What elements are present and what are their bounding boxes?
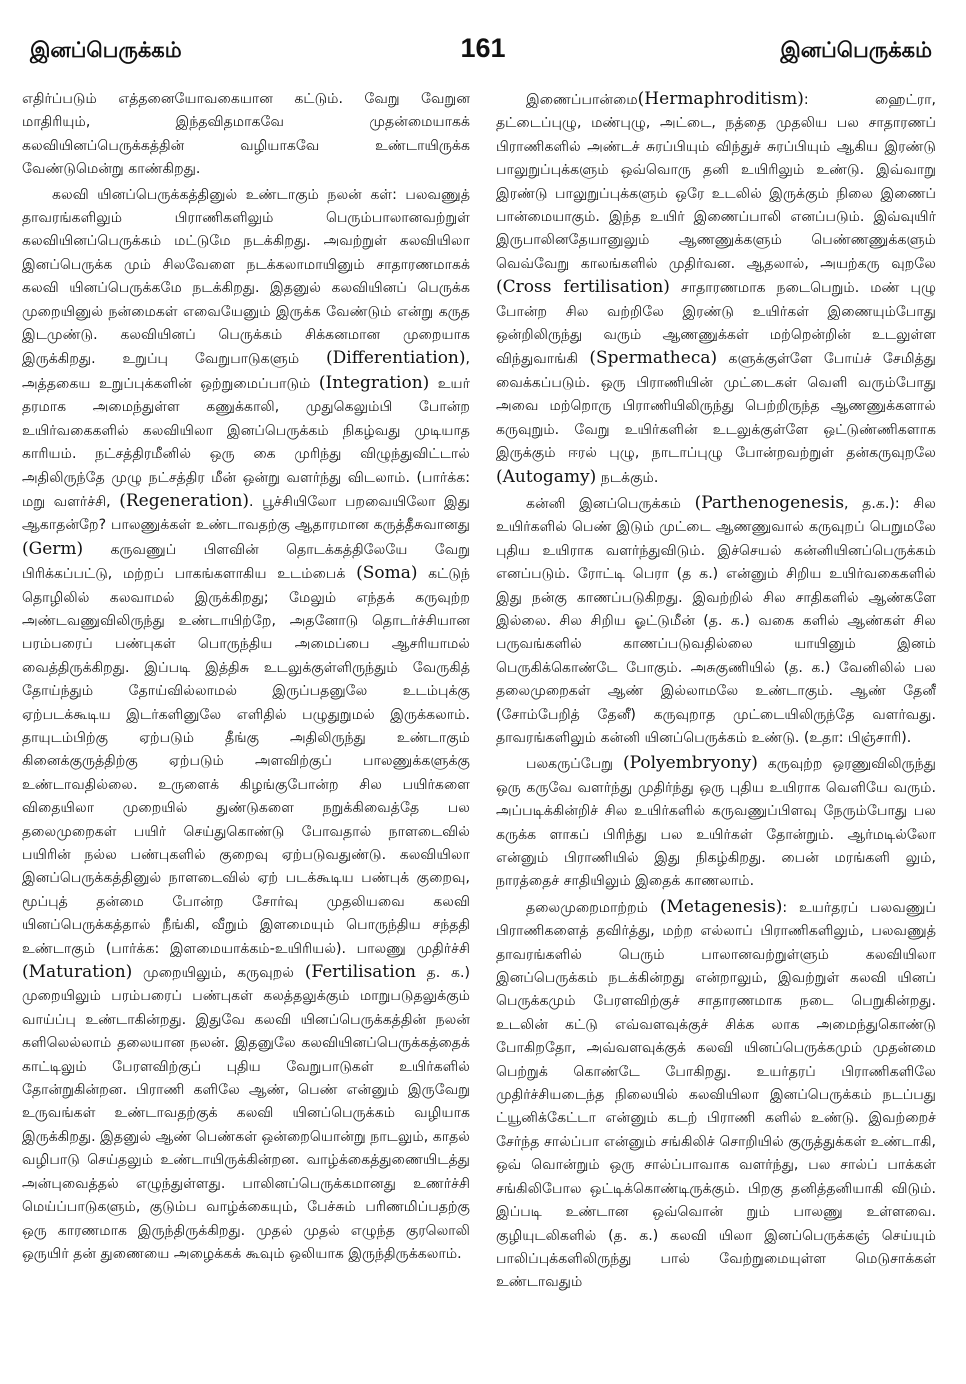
paragraph [22,88,470,182]
latin-term: (Maturation) [22,962,133,983]
running-title-left: இனப்பெருக்கம் [30,38,182,62]
text-run: உயர் தரமாக அமைந்துள்ள கணுக்காலி, முதுகெலும்பி போன்ற உயிர்வகைகளில் கலவியிலா இனப்பெருக்கம் நிகழ்வது முடியாத காரியம். நட்சத்திரமீனில் ஒரு கை முரிந்து விழுந்துவிட்டால் அதிலிருந்தே முழு நட்சத்திர மீன் ஒன்று வளர்ந்து விடலாம். (பார்க்க: மறு வளர்ச்சி, [22,375,470,510]
text-run: களுக்குள்ளே போய்ச் சேமித்து வைக்கப்படும். ஒரு பிராணியின் முட்டைகள் வெளி வரும்போது அவை மற்றொரு பிராணியிலிருந்து பெற்றிருந்த ஆணணுக்களால் கருவுறும். வேறு உயிர்களின் உடலுக்குள்ளே ஒட்டுண்ணிகளாக இருக்கும் ஈரல் புழு, நாடாப்புழு போன்றவற்றுள் தன்கருவுறலே [496,351,936,462]
paragraph [496,88,936,490]
latin-term: (Metagenesis) [659,896,783,917]
text-run: நடக்கும். [596,469,659,486]
latin-term: (Cross fertilisation) [496,277,670,298]
text-run: : ஹைட்ரா, தட்டைப்புழு, மண்புழு, அட்டை, நத்தை முதலிய பல சாதாரணப் பிராணிகளில் அண்டச் சுரப்பியும் விந்துச் சுரப்பியும் ஆகிய இரண்டு பாலுறுப்புக்களும் ஒவ்வொரு தனி உயிரிலும் உண்டு. இவ்வாறு இரண்டு பாலுறுப்புக்களும் ஒரே உடலில் இருக்கும் நிலை இணைப் பான்மையாகும். இந்த உயிர் இணைப்பாலி எனப்படும். இவ்வுயிர் இருபாலினதேயானுலும் ஆணணுக்களும் பெண்ணணுக்களும் வெவ்வேறு காலங்களில் முதிர்வன. ஆதலால், அயற்கரு வுறலே [496,92,936,272]
text-run: கட்டுந் தொழிலில் கலவாமல் இருக்கிறது; மேலும் எந்தக் கருவுற்ற அண்டவணுவிலிருந்து உண்டாயிற்றே, அதனோடு தொடர்ச்சியான பரம்பரைப் பண்புகள் பொருந்திய அமைப்பை ஆசரியாமல் வைத்திருக்கிறது. இப்படி இத்திசு உடலுக்குள்ளிருந்தும் வேருகித் தோய்ந்தும் தோய்வில்லாமல் இருப்பதனுலே உடம்புக்கு ஏற்படக்கூடிய இடர்களினுலே எளிதில் பழுதுறுமல் இருக்கலாம். தாயுடம்பிற்கு ஏற்படும் தீங்கு அதிலிருந்து உண்டாகும் கினைக்குருத்திற்கு ஏற்படும் அளவிற்குப் பாலணுக்களுக்கு உண்டாவதில்லை. உருளைக் கிழங்குபோன்ற சில பயிர்களை விதையிலா முறையில் துண்டுகளை நறுக்கிவைத்தே பல தலைமுறைகள் பயிர் செய்துகொண்டு போவதால் நாளடைவில் பயிரின் நல்ல பண்புகளில் குறைவு ஏற்படுவதுண்டு. கலவியிலா இனப்பெருக்கத்தினுல் நாளடைவில் ஏற் படக்கூடிய பண்புக் குறைவு, மூப்புத் தன்மை போன்ற சோர்வு முதலியவை கலவி யினப்பெருக்கத்தால் நீங்கி, வீறும் இளமையும் பொருந்திய சந்ததி உண்டாகும் (பார்க்க: இளமையாக்கம்-உயிரியல்). பாலணு முதிர்ச்சி [22,566,470,957]
text-run: கருவணுப் பிளவின் தொடக்கத்திலேயே வேறு பிரிக்கப்பட்டு, மற்றப் பாகங்களாகிய உடம்பைக் [22,541,470,583]
text-run: இணைப்பான்மை [526,92,638,108]
text-run: கருவுற்ற ஒரணுவிலிருந்து ஒரு கருவே வளர்ந்து முதிர்ந்து ஒரு புதிய உயிராக வெளியே வரும். அப்படிக்கின்றிச் சில உயிர்களில் கருவணுப்பிளவு நேரும்போது பல கருக்க ளாகப் பிரிந்து பல உயிர்கள் தோன்றும். ஆர்மடில்லோ என்னும் பிராணியில் இது நிகழ்கிறது. பைன் மரங்களி லும், நாரத்தைச் சாதியிலும் இதைக் காணலாம். [496,756,936,890]
text-run: தலைமுறைமாற்றம் [526,899,660,916]
running-title-right: இனப்பெருக்கம் [780,38,932,62]
text-run: , அத்தகைய உறுப்புக்களின் ஒற்றுமைப்பாடும் [22,351,470,392]
text-run: த. க.) முறையிலும் பரம்பரைப் பண்புகள் கலத்தலுக்கும் மாறுபடுதலுக்கும் வாய்ப்பு உண்டாகின்றது. இதுவே கலவி யினப்பெருக்கத்தின் நலன் களிலெல்லாம் தலையான நலன். இதனுலே கலவியினப்பெருக்கத்தைக் காட்டிலும் பேரளவிற்குப் புதிய வேறுபாடுகள் உயிர்களில் தோன்றுகின்றன. பிராணி களிலே ஆண், பெண் என்னும் இருவேறு உருவங்கள் உண்டாவதற்குக் கலவி யினப்பெருக்கம் வழியாக இருக்கிறது. இதனுல் ஆண் பெண்கள் ஒன்றையொன்று நாடலும், காதல் வழிபாடு செய்தலும் உண்டாயிருக்கின்றன. வாழ்க்கைத்துணையிடத்து அன்புவைத்தல் எழுந்துள்ளது. பாலினப்பெருக்கமானது உணர்ச்சி மெய்ப்பாடுகளும், குடும்ப வாழ்க்கையும், பேச்சும் பரிணமிப்பதற்கு ஒரு காரணமாக இருந்திருக்கிறது. முதல் முதல் எழுந்த குரலொலி ஒருயிர் தன் துணையை அழைக்கக் கூவும் ஒலியாக இருந்திருக்கலாம். [22,965,470,1262]
right-text-column [496,88,936,1378]
latin-term: (Hermaphroditism) [637,89,804,109]
latin-term: (Differentiation) [326,348,466,369]
paragraph [496,896,936,1295]
paragraph [496,752,936,893]
latin-term: (Soma) [356,563,418,584]
page-header [0,0,966,80]
latin-term: (Regeneration) [119,490,250,511]
latin-term: (Autogamy) [496,466,597,487]
latin-term: (Polyembryony) [622,753,758,774]
text-run: முறையிலும், கருவுறல் [132,965,305,982]
page-number: 161 [460,33,506,63]
latin-term: (Spermatheca) [589,348,718,369]
paragraph [22,184,470,1267]
text-run: : உயர்தரப் பலவணுப் பிராணிகளைத் தவிர்த்து, மற்ற எல்லாப் பிராணிகளிலும், பலவணுத் தாவரங்களில் பெரும் பாலானவற்றுள்ளும் கலவியிலா இனப்பெருக்கம் நடக்கின்றது என்றாலும், இவற்றுள் கலவி யினப் பெருக்கமும் பேரளவிற்குச் சாதாரணமாக நடை பெறுகின்றது. உடலின் கட்டு எவ்வளவுக்குச் சிக்க லாக அமைந்துகொண்டு போகிறதோ, அவ்வளவுக்குக் கலவி யினப்பெருக்கமும் முதன்மை பெற்றுக் கொண்டே போகிறது. உயர்தரப் பிராணிகளிலே முதிர்ச்சியடைந்த நிலையில் கலவியிலா இனப்பெருக்கம் நடப்பது ட்யூனிக்கேட்டா என்னும் கடற் பிராணி களில் உண்டு. இவற்றைச் சேர்ந்த சால்ப்பா என்னும் சங்கிலிச் சொறியில் குருத்துக்கள் உண்டாகி, ஒவ் வொன்றும் ஒரு சால்ப்பாவாக வளர்ந்து, பல சால்ப் பாக்கள் சங்கிலிபோல ஒட்டிக்கொண்டிருக்கும். பிறகு தனித்தனியாகி விடும். இப்படி உண்டான ஒவ்வொன் றும் பாலணு உள்ளவை. குழியுடலிகளில் (த. க.) கலவி யிலா இனப்பெருக்கஞ் செய்யும் பாலிப்புக்களிலிருந்து பால் வேற்றுமையுள்ள மெடுசாக்கள் உண்டாவதும் [496,899,936,1291]
latin-term: (Fertilisation [304,962,416,983]
text-run: கன்னி இனப்பெருக்கம் [526,495,695,512]
text-run: . பூச்சியிலோ பறவையிலோ இது ஆகாதன்றே? பாலணுக்கள் உண்டாவதற்கு ஆதாரமான கருத்தீசுவானது [22,493,470,534]
text-run: கலவி யினப்பெருக்கத்தினுல் உண்டாகும் நலன் கள்: பலவணுத் தாவரங்களிலும் பிராணிகளிலும் பெரும்பாலானவற்றுள் கலவியினப்பெருக்கம் மட்டுமே நடக்கிறது. அவற்றுள் கலவியிலா இனப்பெருக்க மும் சிலவேளை நடக்கலாமாயினும் சாதாரணமாகக் கலவி யினப்பெருக்கமே நடக்கிறது. இதனுல் கலவியினப் பெருக்க முறையினுல் நன்மைகள் எவையேனும் இருக்க வேண்டும் என்று கருத இடமுண்டு. கலவியினப் பெருக்கம் சிக்கனமான முறையாக இருக்கிறது. உறுப்பு வேறுபாடுகளும் [22,186,470,368]
paragraph [496,492,936,750]
text-run: எதிர்ப்படும் எத்தனையோவகையான கட்டும். வேறு வேறுன மாதிரியும், இந்தவிதமாகவே முதன்மையாகக் கலவியினப்பெருக்கத்தின் வழியாகவே உண்டாயிருக்க வேண்டுமென்று காண்கிறது. [22,91,470,178]
latin-term: (Parthenogenesis [694,492,845,513]
text-run: பலகருப்பேறு [526,756,623,773]
latin-term: (Integration) [318,372,430,393]
left-text-column [22,88,470,1378]
latin-term: (Germ) [22,538,84,559]
text-run: சாதாரணமாக நடைபெறும். மண் புழு போன்ற சில வற்றிலே இரண்டு உயிர்கள் இணையும்போது ஒன்றிலிருந்து வரும் ஆணணுக்கள் மற்றென்றின் உடலுள்ள விந்துவாங்கி [496,280,936,368]
text-run: , த.க.): சில உயிர்களில் பெண் இடும் முட்டை ஆணணுவால் கருவுறப் பெறுமலே புதிய உயிராக வளர்ந்துவிடும். இச்செயல் கன்னியினப்பெருக்கம் எனப்படும். ரோட்டி பெரா (த க.) என்னும் சிறிய உயிர்வகைகளில் இது நன்கு காணப்படுகிறது. இவற்றில் சில சாதிகளில் ஆண்களே இல்லை. சில சிறிய ஓட்டுமீன் (த. க.) வகை களில் ஆண்கள் சில பருவங்களில் காணப்படுவதில்லை யாயினும் இனம் பெருகிக்கொண்டே போகும். அசுகுணியில் (த. க.) வேனிலில் பல தலைமுறைகள் ஆண் இல்லாமலே உண்டாகும். ஆண் தேனீ (சோம்பேறித் தேனீ) கருவுறாத முட்டையிலிருந்தே வளர்வது. தாவரங்களிலும் கன்னி யினப்பெருக்கம் உண்டு. (உதா: பிஞ்சாரி). [496,495,936,746]
